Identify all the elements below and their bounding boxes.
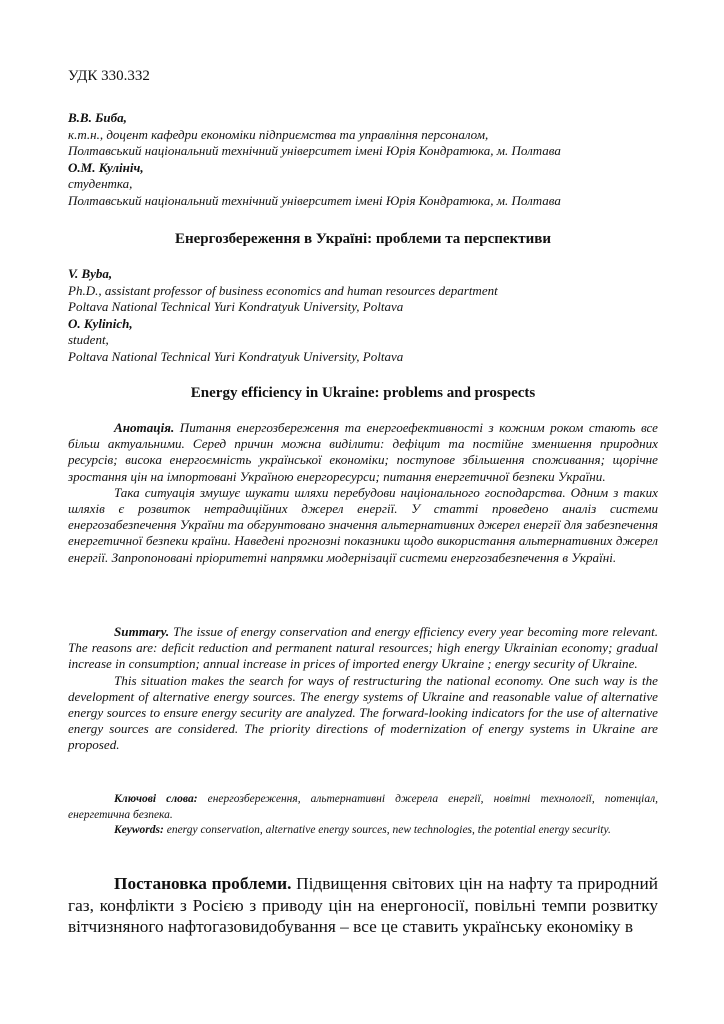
annotation-paragraph-2: [68, 485, 658, 566]
ua-title: Енергозбереження в Україні: проблеми та перспективи: [175, 231, 551, 247]
body-text: Підвищення світових цін на нафту та природний газ, конфлікти з Росією з приводу цін на енергоносії, повільні темпи розвитку вітчизняного нафтогазовидобування – все це ставить українську економіку в: [68, 874, 658, 936]
ua-author-1-name: В.В. Биба,: [68, 110, 127, 125]
keywords-ua: [68, 792, 658, 823]
body-paragraph: [68, 873, 658, 938]
ua-author-1-role: к.т.н., доцент кафедри економіки підприємства та управління персоналом,: [68, 126, 489, 142]
summary-block: [68, 624, 658, 754]
summary-text-2: This situation makes the search for ways of restructuring the national economy. One such way is the development of alternative energy sources. The energy systems of Ukraine and reasonable value of alternative energy sources to ensure energy security are analyzed. The forward-looking indicators for the use of alternative energy sources are considered. The priority directions of modernization of energy systems in Ukraine are proposed.: [68, 672, 658, 753]
udc-code: УДК 330.332: [68, 68, 150, 84]
en-author-2-affiliation: Poltava National Technical Yuri Kondratyuk University, Poltava: [68, 348, 404, 364]
body-section: [68, 873, 658, 938]
en-title: Energy efficiency in Ukraine: problems and prospects: [190, 385, 536, 401]
keywords-block: [68, 792, 658, 839]
summary-paragraph-1: [68, 624, 658, 673]
annotation-paragraph-1: [68, 420, 658, 485]
annotation-block: [68, 420, 658, 566]
keywords-en-text: energy conservation, alternative energy sources, new technologies, the potential energy security.: [166, 824, 611, 836]
annotation-text-2: Така ситуація змушує шукати шляхи перебудови національного господарства. Одним з таких шляхів є розвиток нетрадиційних джерел енергії. У статті проведено аналіз системи енергозабезпечення України та обгрунтовано значення альтернативних джерел енергії для забезпечення енергетичної безпеки країни. Наведені прогнозні показники щодо використання альтернативних джерел енергії. Запропоновані пріоритетні напрямки модернізації системи енергозабезпечення в Україні.: [68, 484, 658, 565]
annotation-label: Анотація.: [114, 420, 175, 435]
ua-author-2-affiliation: Полтавський національний технічний університет імені Юрія Кондратюка, м. Полтава: [68, 192, 561, 208]
keywords-en: [68, 823, 658, 839]
body-heading: Постановка проблеми.: [114, 874, 292, 893]
keywords-ua-label: Ключові слова:: [114, 793, 198, 805]
summary-label: Summary.: [114, 624, 170, 639]
ua-author-1-affiliation: Полтавський національний технічний університет імені Юрія Кондратюка, м. Полтава: [68, 143, 561, 158]
keywords-en-label: Keywords:: [114, 824, 164, 836]
ua-author-2-role: студентка,: [68, 176, 133, 191]
annotation-text-1: Питання енергозбереження та енергоефективності з кожним роком стають все більш актуальними. Серед причин можна виділити: дефіцит та постійне зменшення природних ресурсів; висока енергоємність української економіки; поступове збільшення споживання; щорічне зростання цін на імпортовані Україною енергоресурси; питання енергетичної безпеки України.: [68, 420, 658, 484]
en-author-1-role: Ph.D., assistant professor of business economics and human resources department: [68, 282, 498, 298]
keywords-ua-text: енергозбереження, альтернативні джерела енергії, новітні технології, потенціал, енергетична безпека.: [68, 793, 658, 821]
ua-authors-block: [68, 110, 668, 209]
en-author-2-role: student,: [68, 332, 109, 347]
en-author-2-name: O. Kylinich,: [68, 315, 133, 331]
ua-author-2-name: О.М. Кулініч,: [68, 159, 144, 175]
en-author-1-name: V. Byba,: [68, 266, 113, 281]
en-authors-block: [68, 266, 668, 365]
summary-paragraph-2: [68, 673, 658, 754]
summary-text-1: The issue of energy conservation and energy efficiency every year becoming more relevant. The reasons are: deficit reduction and permanent natural resources; high energy Ukrainian economy; gradual increase in consumption; annual increase in prices of imported energy Ukraine ; energy security of Ukraine.: [68, 624, 658, 672]
en-author-1-affiliation: Poltava National Technical Yuri Kondratyuk University, Poltava: [68, 299, 404, 314]
